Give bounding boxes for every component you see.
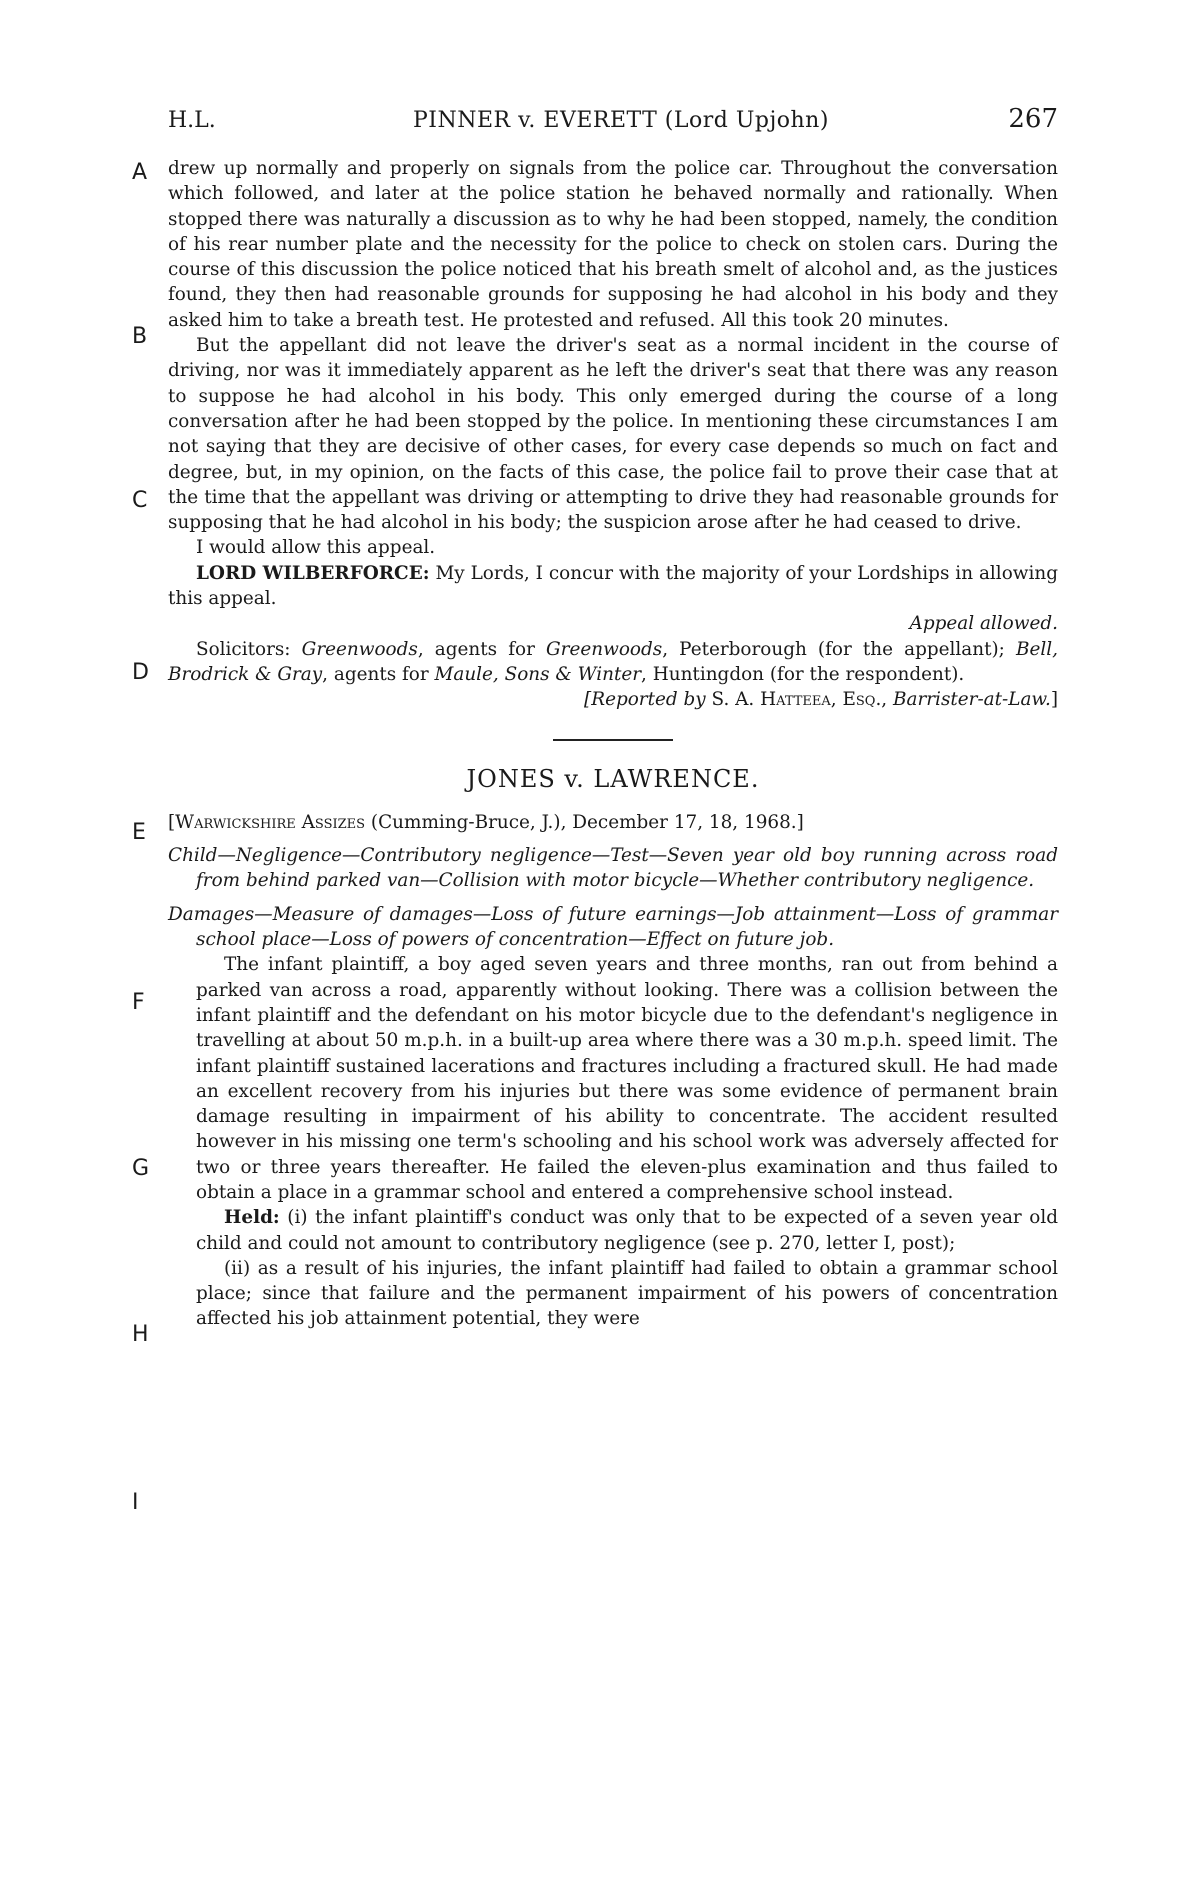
appeal-outcome: Appeal allowed. (909, 613, 1058, 635)
margin-letter-g: G (132, 1156, 150, 1181)
solicitors-lead: Solicitors: (196, 638, 302, 660)
solicitor-name: Greenwoods (301, 638, 418, 660)
margin-letter-a: A (132, 160, 148, 185)
paragraph-3: I would allow this appeal. (196, 537, 436, 559)
speaker-name: LORD WILBERFORCE: (196, 562, 430, 584)
margin-letter-h: H (132, 1322, 149, 1347)
solicitors-text: , agents for (322, 663, 435, 685)
page-number: 267 (1008, 104, 1058, 134)
catchwords-1: Child—Negligence—Contributory negligence—Test—Seven year old boy running across road from behind parked van—Collision with motor bicycle—Whether contributory negligence. (168, 845, 1058, 892)
headnote-held-i (196, 1205, 1058, 1256)
headnote-held-ii: (ii) as a result of his injuries, the infant plaintiff had failed to obtain a grammar school place; since that failure and the permanent impairment of his powers of concentration affected his job attainment potential, they were (196, 1257, 1058, 1330)
margin-letter-e: E (132, 820, 146, 845)
margin-letter-f: F (132, 990, 145, 1015)
speaker-text: My Lords, I concur with the majority of your Lordships in allowing this appeal. (168, 562, 1059, 610)
solicitors-text: , Peterborough (for the appellant); (662, 638, 1016, 660)
solicitor-name: Maule, Sons & Winter (434, 663, 642, 685)
headnote (168, 952, 1058, 1331)
headnote-facts: The infant plaintiff, a boy aged seven years and three months, ran out from behind a parked van across a road, apparently without looking. There was a collision between the infant plaintiff and the defendant on his motor bicycle due to the defendant's negligence in travelling at about 50 m.p.h. in a built-up area where there was a 30 m.p.h. speed limit. The infant plaintiff sustained lacerations and fractures including a fractured skull. He had made an excellent recovery from his injuries but there was some evidence of permanent brain damage resulting in impairment of his ability to concentrate. The accident resulted however in his missing one term's schooling and his school work was adversely affected for two or three years thereafter. He failed the eleven-plus examination and thus failed to obtain a place in a grammar school and entered a comprehensive school instead. (196, 954, 1058, 1203)
court-name: [Warwickshire Assizes (168, 811, 366, 833)
held-label: Held: (224, 1207, 280, 1229)
solicitor-name: Bell, Brodrick & Gray (168, 638, 1058, 685)
catchwords-2: Damages—Measure of damages—Loss of future earnings—Job attainment—Loss of grammar school place—Loss of powers of concentration—Effect on future job. (168, 903, 1058, 951)
header-case-name: PINNER v. EVERETT (Lord Upjohn) (413, 108, 829, 133)
margin-letter-i: I (132, 1490, 139, 1515)
reporter-name: S. A. Hatteea, Esq., (705, 689, 893, 711)
margin-letter-d: D (132, 660, 149, 685)
reporter-title: Barrister-at-Law. (893, 689, 1051, 711)
reporter-line (168, 687, 1058, 712)
margin-letter-b: B (132, 324, 148, 349)
paragraph-1: drew up normally and properly on signals from the police car. Throughout the conversation which followed, and later at the police station he behaved normally and rationally. When stopped there was naturally a discussion as to why he had been stopped, namely, the condition of his rear number plate and the necessity for the police to check on stolen cars. During the course of this discussion the police noticed that his breath smelt of alcohol and, as the justices found, they then had reasonable grounds for supposing he had alcohol in his body and they asked him to take a breath test. He protested and refused. All this took 20 minutes. (168, 158, 1058, 331)
solicitors (168, 637, 1058, 688)
solicitors-text: , agents for (417, 638, 546, 660)
case-title: JONES v. LAWRENCE. (466, 764, 760, 793)
page-body (168, 156, 1058, 1332)
paragraph-4 (168, 561, 1058, 612)
solicitor-name: Greenwoods (545, 638, 663, 660)
paragraph-2: But the appellant did not leave the driver's seat as a normal incident in the course of driving, nor was it immediately apparent as he left the driver's seat that there was any reason to suppose he had alcohol in his body. This only emerged during the course of a long conversation after he had been stopped by the police. In mentioning these circumstances I am not saying that they are decisive of other cases, for every case depends so much on fact and degree, but, in my opinion, on the facts of this case, the police fail to prove their case that at the time that the appellant was driving or attempting to drive they had reasonable grounds for supposing that he had alcohol in his body; the suspicion arose after he had ceased to drive. (168, 335, 1058, 534)
held-text: (i) the infant plaintiff's conduct was only that to be expected of a seven year old child and could not amount to contributory negligence (see p. 270, letter I, post); (196, 1207, 1058, 1254)
reporter-lead: [Reported by (584, 689, 706, 711)
court-line (168, 810, 1058, 835)
header-court: H.L. (168, 108, 216, 133)
court-details: (Cumming-Bruce, J.), December 17, 18, 1968.] (365, 811, 804, 833)
margin-letter-c: C (132, 488, 148, 513)
reporter-close: ] (1050, 689, 1058, 711)
section-divider (553, 739, 673, 741)
running-header (168, 104, 1058, 138)
solicitors-text: , Huntingdon (for the respondent). (641, 663, 965, 685)
